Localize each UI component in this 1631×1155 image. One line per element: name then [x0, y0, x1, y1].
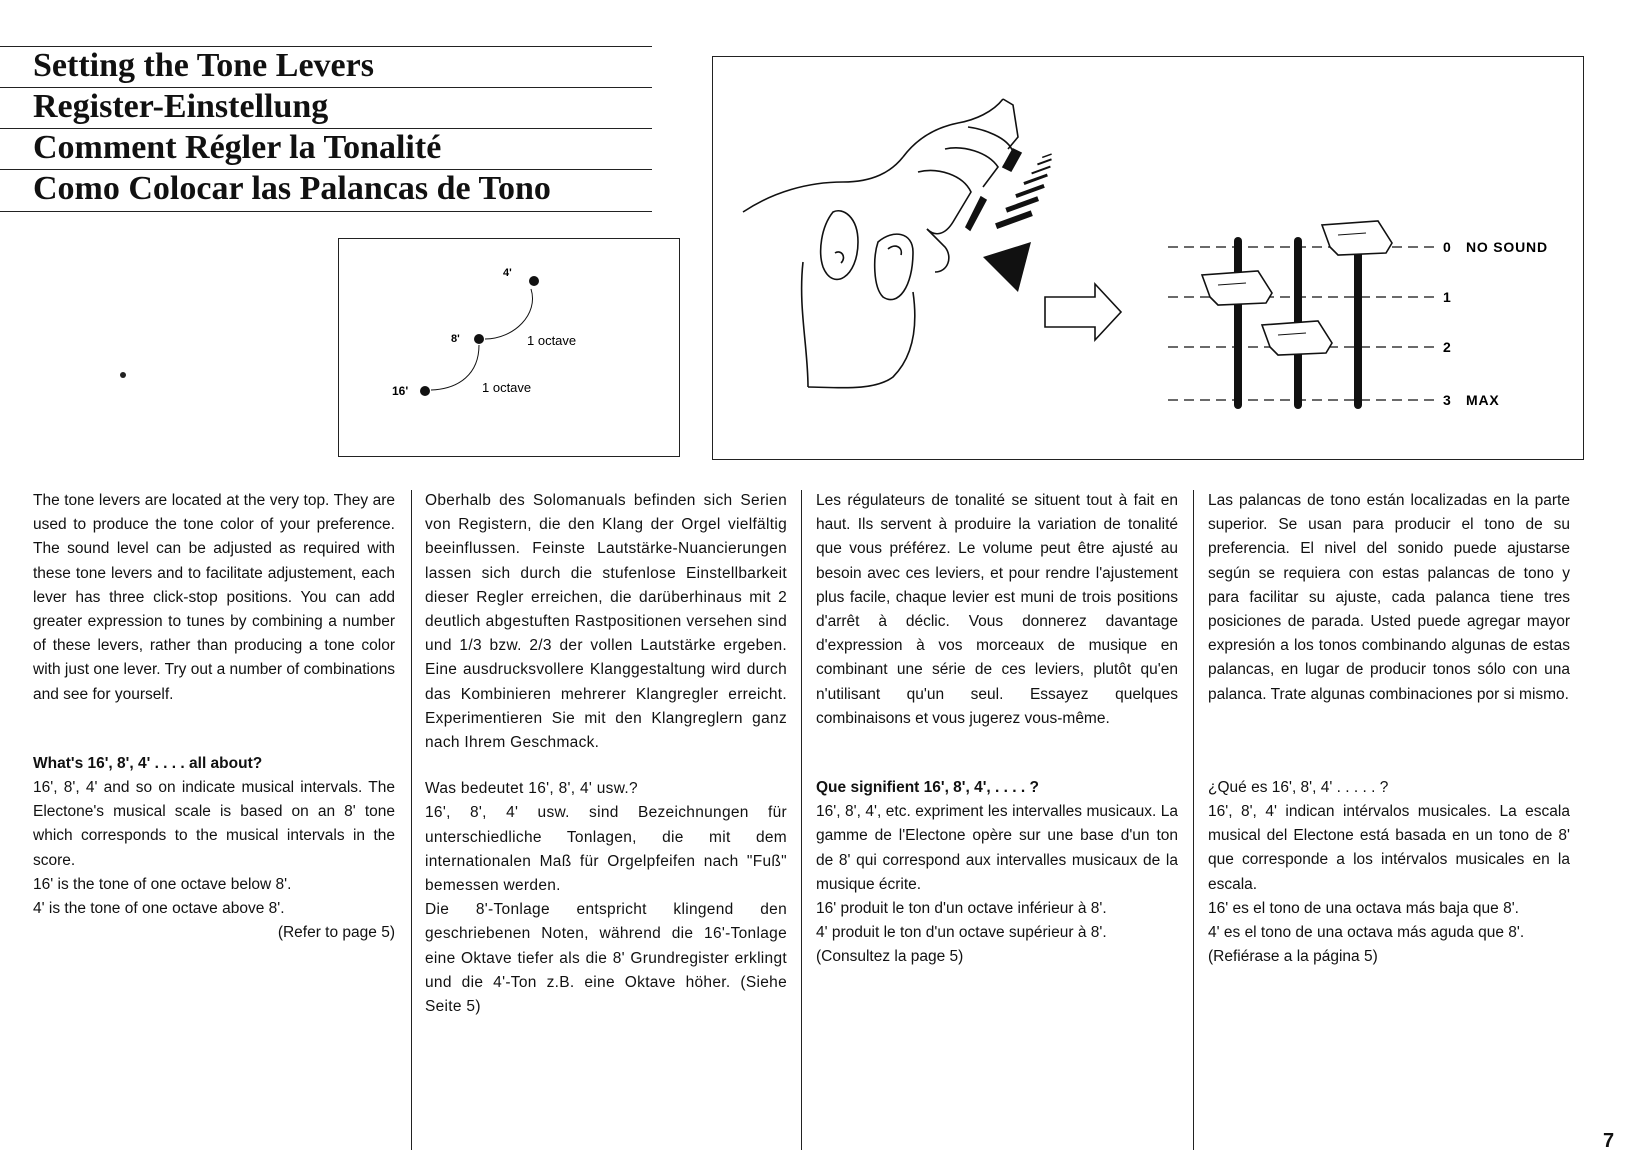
french-answer: 16', 8', 4', etc. expriment les intervalles musicaux. La gamme de l'Electone opère sur une base d'un ton de 8' qui correspond aux intervalles musicaux de la musique écrite. — [816, 803, 1178, 893]
german-question: Was bedeutet 16', 8', 4' usw.? — [425, 780, 638, 798]
spanish-line-4: 4' es el tono de una octava más aguda que 8'. — [1208, 924, 1525, 942]
position-label-3: 3 — [1443, 392, 1451, 408]
title-spanish: Como Colocar las Palancas de Tono — [0, 169, 660, 210]
spanish-line-16: 16' es el tono de una octava más baja que 8'. — [1208, 899, 1519, 917]
column-divider-2 — [801, 490, 802, 1150]
hand-drawing — [743, 99, 1021, 388]
french-line-4: 4' produit le ton d'un octave supérieur à 8'. — [816, 924, 1107, 942]
title-english: Setting the Tone Levers — [0, 46, 660, 87]
french-line-16: 16' produit le ton d'un octave inférieur à 8'. — [816, 900, 1107, 918]
german-answer: 16', 8', 4' usw. sind Bezeichnungen für unterschiedliche Tonlagen, die mit dem internationalen Maß für Orgelpfeifen nach "Fuß" bemessen werden. — [425, 804, 787, 895]
english-answer: 16', 8', 4' and so on indicate musical intervals. The Electone's musical scale is based on an 8' tone which corresponds to the musical intervals in the score. — [33, 779, 395, 869]
column-english — [33, 489, 395, 945]
english-ref: (Refer to page 5) — [277, 924, 395, 942]
german-intro: Oberhalb des Solomanuals befinden sich Serien von Registern, die den Klang der Orgel vielfältig beeinflussen. Feinste Lautstärke-Nuancierungen lassen sich durch die stufenlose Einstellbarkeit dieser Regler erreichen, die darüberhinaus mit 2 deutlich abgestuften Rastpositionen versehen sind und 1/3 bzw. 2/3 der vollen Lautstärke ergeben. Eine ausdrucksvollere Klanggestaltung wird durch das Kombinieren mehrerer Klangregler erreicht. Experimentieren Sie mit den Klangreglern ganz nach Ihrem Geschmack. — [425, 492, 787, 752]
arc-4-8 — [485, 289, 533, 339]
position-label-2: 2 — [1443, 339, 1451, 355]
lever-scale — [1168, 221, 1435, 409]
lever-illustration — [712, 56, 1584, 460]
spanish-intro: Las palancas de tono están localizadas en la parte superior. Se usan para producir el tono de su preferencia. El nivel del sonido puede ajustarse según se requiera con estas palancas de tono y para facilitar su ajuste, cada palanca tiene tres posiciones de parada. Usted puede agregar mayor expresión a los tonos combinando algunas de estas palancas, en lugar de producir tonos sólo con una palanca. Trate algunas combinaciones por si mismo. — [1208, 492, 1570, 703]
english-line-16: 16' is the tone of one octave below 8'. — [33, 875, 292, 893]
right-arrow-icon — [1045, 284, 1121, 340]
french-question: Que signifient 16', 8', 4', . . . . ? — [816, 779, 1039, 797]
print-speck — [120, 372, 126, 378]
title-german: Register-Einstellung — [0, 87, 660, 128]
position-label-0: 0 — [1443, 239, 1451, 255]
no-sound-label: NO SOUND — [1466, 239, 1548, 255]
position-label-1: 1 — [1443, 289, 1451, 305]
lever-tab-3 — [1322, 221, 1392, 255]
label-16ft: 16' — [392, 384, 409, 398]
lever-rod-1 — [1234, 237, 1242, 409]
column-german — [425, 489, 787, 1019]
octave-label-upper: 1 octave — [527, 333, 577, 348]
french-ref: (Consultez la page 5) — [816, 948, 964, 966]
column-divider-3 — [1193, 490, 1194, 1150]
lever-illustration-svg — [713, 57, 1582, 458]
footage-diagram — [338, 238, 680, 457]
spanish-answer: 16', 8', 4' indican intérvalos musicales. La escala musical del Electone está basada en un tono de 8' que corresponde a los intérvalos musicales en la escala. — [1208, 803, 1570, 893]
title-french: Comment Régler la Tonalité — [0, 128, 660, 169]
label-8ft: 8' — [451, 333, 460, 345]
dot-8ft — [474, 334, 484, 344]
english-line-4: 4' is the tone of one octave above 8'. — [33, 900, 285, 918]
english-question: What's 16', 8', 4' . . . . all about? — [33, 754, 263, 772]
page-number: 7 — [1603, 1130, 1615, 1152]
lever-tab-2 — [1262, 321, 1332, 355]
title-block — [0, 46, 660, 210]
column-spanish — [1208, 489, 1570, 969]
dot-4ft — [529, 276, 539, 286]
spanish-question: ¿Qué es 16', 8', 4' . . . . . ? — [1208, 778, 1389, 796]
french-intro: Les régulateurs de tonalité se situent tout à fait en haut. Ils servent à produire la variation de tonalité que vous préférez. Le volume peut être ajusté au besoin avec ces leviers, et pour rendre l'ajustement plus facile, chaque levier est muni de trois positions d'arrêt à déclic. Vous donnerez davantage d'expression à vos morceaux de musique en combinant une série de ces leviers, plutôt qu'en n'utilisant qu'un seul. Essayez quelques combinaisons et vous jugerez vous-même. — [816, 492, 1178, 727]
german-answer-2: Die 8'-Tonlage entspricht klingend den geschriebenen Noten, während die 16'-Tonlage eine Oktave tiefer als die 8' Grundregister erklingt und die 4'-Ton z.B. eine Oktave höher. (Siehe Seite 5) — [425, 901, 787, 1016]
dot-16ft — [420, 386, 430, 396]
lever-tab-1 — [1202, 271, 1272, 305]
english-intro: The tone levers are located at the very top. They are used to produce the tone color of your preference. The sound level can be adjusted as required with these tone levers and to facilitate adjustement, each lever has three click-stop positions. You can add greater expression to tunes by combining a number of these levers, rather than producing a tone color with just one lever. Try out a number of combinations and see for yourself. — [33, 492, 395, 703]
footage-diagram-svg — [339, 239, 678, 455]
spanish-ref: (Refiérase a la página 5) — [1208, 948, 1378, 966]
octave-label-lower: 1 octave — [482, 380, 532, 395]
arc-8-16 — [431, 345, 479, 390]
label-4ft: 4' — [503, 267, 512, 279]
column-french — [816, 489, 1178, 970]
max-label: MAX — [1466, 392, 1500, 408]
lever-rod-3 — [1354, 237, 1362, 409]
column-divider-1 — [411, 490, 412, 1150]
